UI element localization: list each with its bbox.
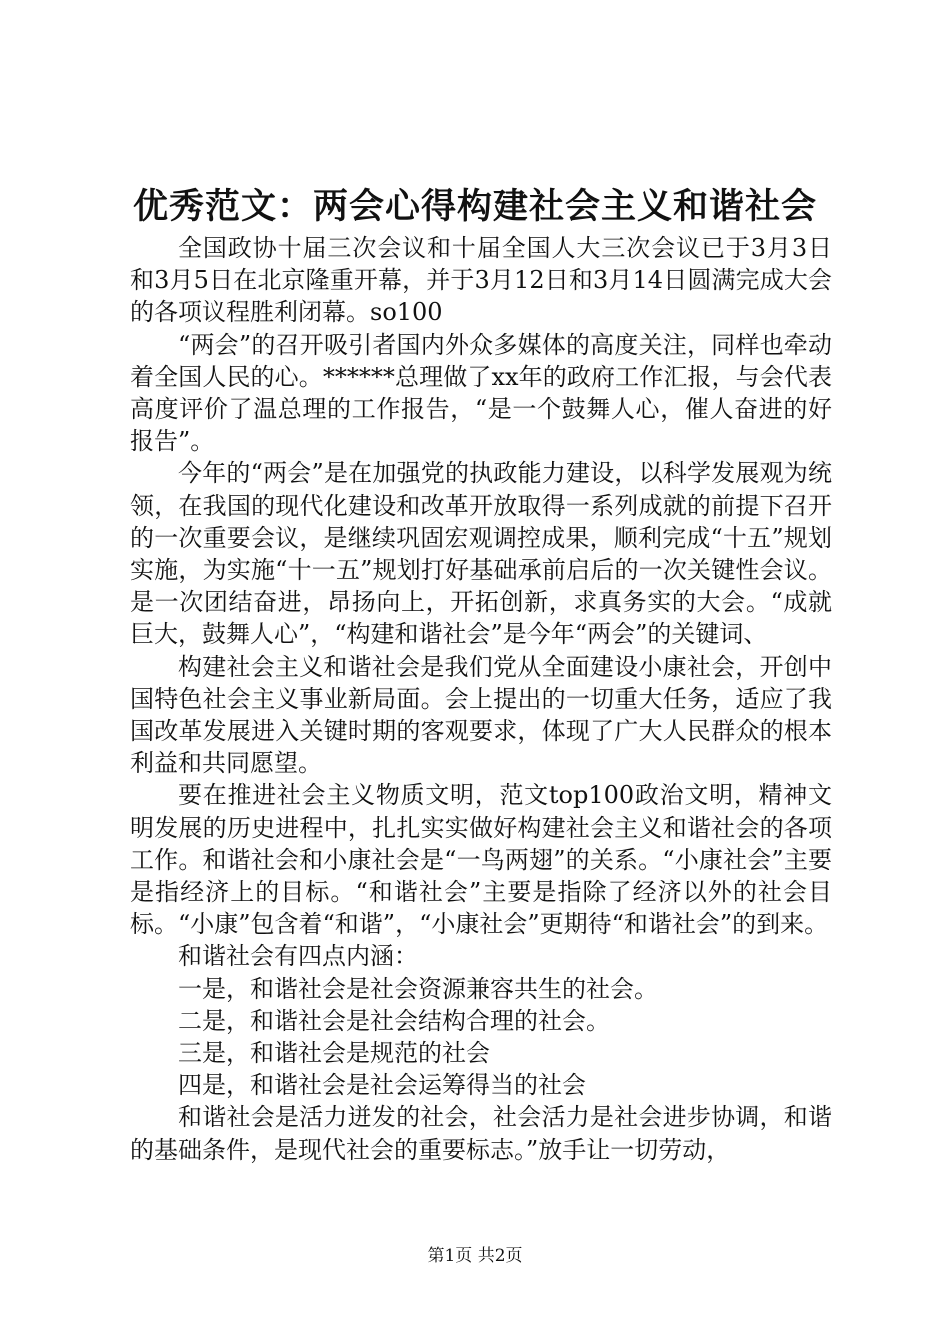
list-item: 二是，和谐社会是社会结构合理的社会。 [178,1006,610,1035]
document-title: 优秀范文：两会心得构建社会主义和谐社会 [132,186,817,227]
paragraph: 要在推进社会主义物质文明，范文top100政治文明，精神文明发展的历史进程中，扎扎实实做好构建社会主义和谐社会的各项工作。和谐社会和小康社会是“一鸟两翅”的关系。“小康社会”主要是指经济上的目标。“和谐社会”主要是指除了经济以外的社会目标。“小康”包含着“和谐”，“小康社会”更期待“和谐社会”的到来。 [130,781,832,939]
list-item: 四是，和谐社会是社会运筹得当的社会 [178,1071,586,1100]
document-body [130,232,832,1166]
paragraph: 构建社会主义和谐社会是我们党从全面建设小康社会，开创中国特色社会主义事业新局面。会上提出的一切重大任务，适应了我国改革发展进入关键时期的客观要求，体现了广大人民群众的根本利益和共同愿望。 [130,652,832,778]
paragraph: 今年的“两会”是在加强党的执政能力建设，以科学发展观为统领，在我国的现代化建设和改革开放取得一系列成就的前提下召开的一次重要会议，是继续巩固宏观调控成果，顺利完成“十五”规划实施，为实施“十一五”规划打好基础承前启后的一次关键性会议。是一次团结奋进，昂扬向上，开拓创新，求真务实的大会。“成就巨大，鼓舞人心”，“构建和谐社会”是今年“两会”的关键词、 [130,459,832,649]
paragraph: 全国政协十届三次会议和十届全国人大三次会议已于3月3日和3月5日在北京隆重开幕，并于3月12日和3月14日圆满完成大会的各项议程胜利闭幕。so100 [130,234,832,327]
list-item: 一是，和谐社会是社会资源兼容共生的社会。 [178,974,658,1003]
paragraph: “两会”的召开吸引者国内外众多媒体的高度关注，同样也牵动着全国人民的心。******总理做了xx年的政府工作汇报，与会代表高度评价了温总理的工作报告，“是一个鼓舞人心，催人奋进的好报告”。 [130,330,832,456]
page-number: 第1页 共2页 [427,1246,523,1266]
paragraph: 和谐社会有四点内涵： [178,942,418,971]
paragraph: 和谐社会是活力迸发的社会，社会活力是社会进步协调，和谐的基础条件，是现代社会的重要标志。”放手让一切劳动， [130,1103,832,1164]
list-item: 三是，和谐社会是规范的社会 [178,1039,490,1068]
